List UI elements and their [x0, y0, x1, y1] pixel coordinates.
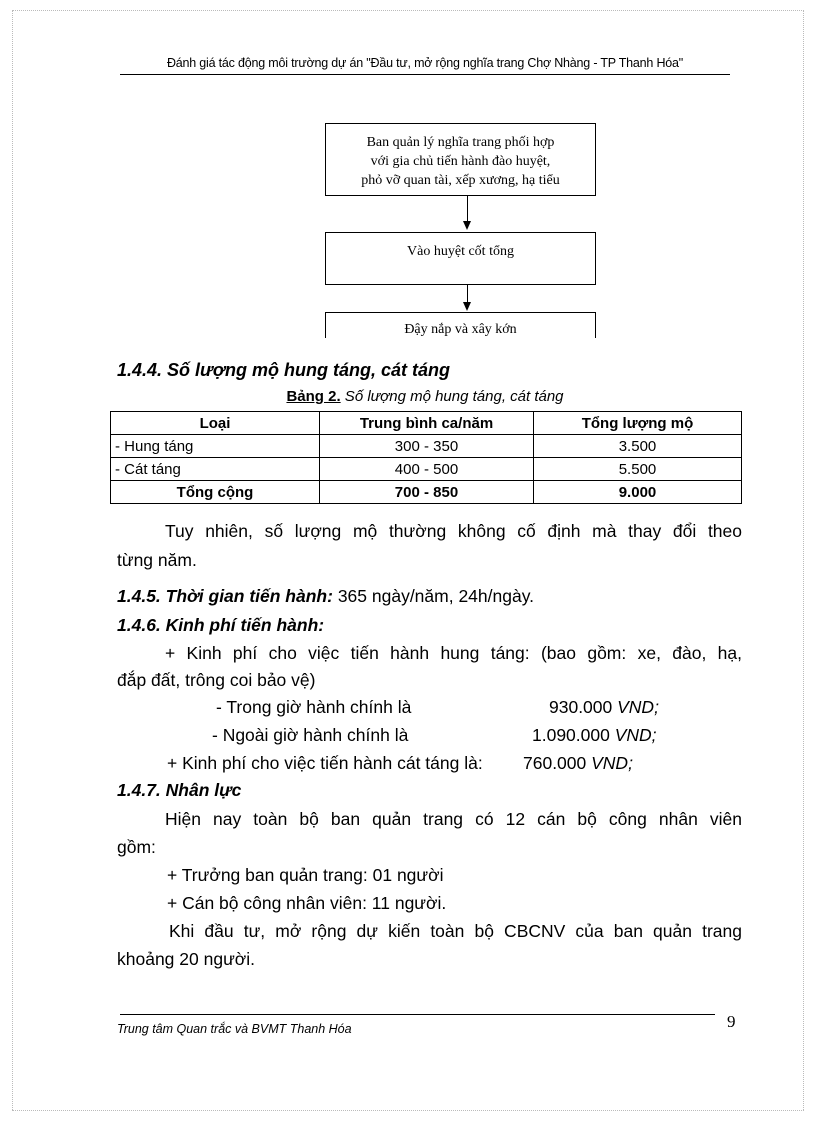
table-caption-title: Số lượng mộ hung táng, cát táng: [340, 388, 564, 405]
flow-box-prepare-line-1: Ban quản lý nghĩa trang phối hợp: [366, 135, 555, 150]
staff-line-1: Hiện nay toàn bộ ban quản trang có 12 cán bộ công nhân viên: [165, 809, 742, 829]
burial-count-table: [110, 411, 742, 504]
page-frame-top: [12, 10, 804, 11]
cost-cat-tang-label: + Kinh phí cho việc tiến hành cát táng là:: [167, 753, 483, 773]
header-rule: [120, 74, 730, 75]
table-total-row: [111, 481, 742, 504]
staff-line-1b: gồm:: [117, 837, 156, 857]
col-header-total: Tổng lượng mộ: [534, 412, 742, 435]
section-1-4-5-heading: 1.4.5. Thời gian tiến hành:: [117, 586, 333, 606]
cost-out-hours-currency: VND;: [614, 725, 657, 745]
cell-average: 400 - 500: [320, 458, 534, 481]
page-header: Đánh giá tác động môi trường dự án "Đầu tư, mở rộng nghĩa trang Chợ Nhàng - TP Thanh Hóa": [166, 56, 684, 70]
section-1-4-7-heading: 1.4.7. Nhân lực: [117, 780, 242, 800]
flow-arrow-1-head: [463, 221, 471, 230]
cost-out-hours-amount: 1.090.000: [532, 725, 615, 745]
staff-head: + Trưởng ban quản trang: 01 người: [167, 865, 444, 885]
cell-total-sum: 9.000: [534, 481, 742, 504]
flow-box-bury: [325, 232, 596, 285]
cell-total: 5.500: [534, 458, 742, 481]
section-1-4-5: [117, 582, 534, 611]
cost-in-hours-amount: 930.000: [549, 697, 618, 717]
footer-rule: [120, 1014, 715, 1015]
staff-employees: + Cán bộ công nhân viên: 11 người.: [167, 893, 447, 913]
flow-box-seal: [325, 312, 596, 338]
staff-plan-line-1: Khi đầu tư, mở rộng dự kiến toàn bộ CBCNV của ban quản trang: [169, 921, 742, 941]
col-header-average: Trung bình ca/năm: [320, 412, 534, 435]
page-footer: Trung tâm Quan trắc và BVMT Thanh Hóa: [117, 1022, 352, 1036]
cost-cat-tang-amount: 760.000: [523, 753, 592, 773]
flow-box-seal-label: Đậy nắp và xây kớn: [404, 322, 517, 337]
flow-box-prepare-line-2: với gia chủ tiến hành đào huyệt,: [370, 154, 551, 169]
page-frame-bottom: [12, 1110, 804, 1111]
staff-plan-line-2: khoảng 20 người.: [117, 949, 256, 969]
cost-out-hours-value: [532, 721, 657, 750]
col-header-type: Loại: [111, 412, 320, 435]
cost-cat-tang-value: [523, 749, 633, 778]
table-caption-label: Bảng 2.: [286, 388, 341, 405]
section-1-4-6-heading: 1.4.6. Kinh phí tiến hành:: [117, 615, 325, 635]
cost-in-hours-currency: VND;: [617, 697, 659, 717]
cell-type: - Hung táng: [111, 435, 320, 458]
section-1-4-5-value: 365 ngày/năm, 24h/ngày.: [332, 586, 535, 606]
cell-total: 3.500: [534, 435, 742, 458]
page-frame-left: [12, 10, 13, 1110]
flow-arrow-2-head: [463, 302, 471, 311]
flow-arrow-1-line: [467, 196, 468, 222]
cost-hung-tang-line-1: + Kinh phí cho việc tiến hành hung táng: (bao gồm: xe, đào, hạ,: [165, 643, 742, 663]
cost-cat-tang-currency: VND;: [591, 753, 633, 773]
flow-box-prepare-line-3: phỏ vỡ quan tài, xếp xương, hạ tiểu: [361, 173, 560, 188]
page-frame-right: [803, 10, 804, 1110]
para-variation-line-2: từng năm.: [117, 550, 197, 570]
table-row: [111, 435, 742, 458]
section-1-4-4-heading: 1.4.4. Số lượng mộ hung táng, cát táng: [117, 360, 450, 380]
cell-average: 300 - 350: [320, 435, 534, 458]
table-row: [111, 458, 742, 481]
cell-type: - Cát táng: [111, 458, 320, 481]
para-variation-line-1: Tuy nhiên, số lượng mộ thường không cố định mà thay đổi theo: [165, 521, 742, 541]
cost-hung-tang-line-2: đắp đất, trông coi bảo vệ): [117, 670, 316, 690]
page-number: 9: [727, 1012, 736, 1031]
cost-in-hours-value: [549, 693, 659, 722]
cost-in-hours-label: - Trong giờ hành chính là: [216, 697, 412, 717]
cell-total-label: Tổng cộng: [111, 481, 320, 504]
flow-box-prepare: [325, 123, 596, 196]
cell-total-average: 700 - 850: [320, 481, 534, 504]
cost-out-hours-label: - Ngoài giờ hành chính là: [212, 725, 409, 745]
table-caption: [110, 388, 740, 405]
table-header-row: [111, 412, 742, 435]
flow-box-bury-label: Vào huyệt cốt tổng: [407, 244, 514, 259]
